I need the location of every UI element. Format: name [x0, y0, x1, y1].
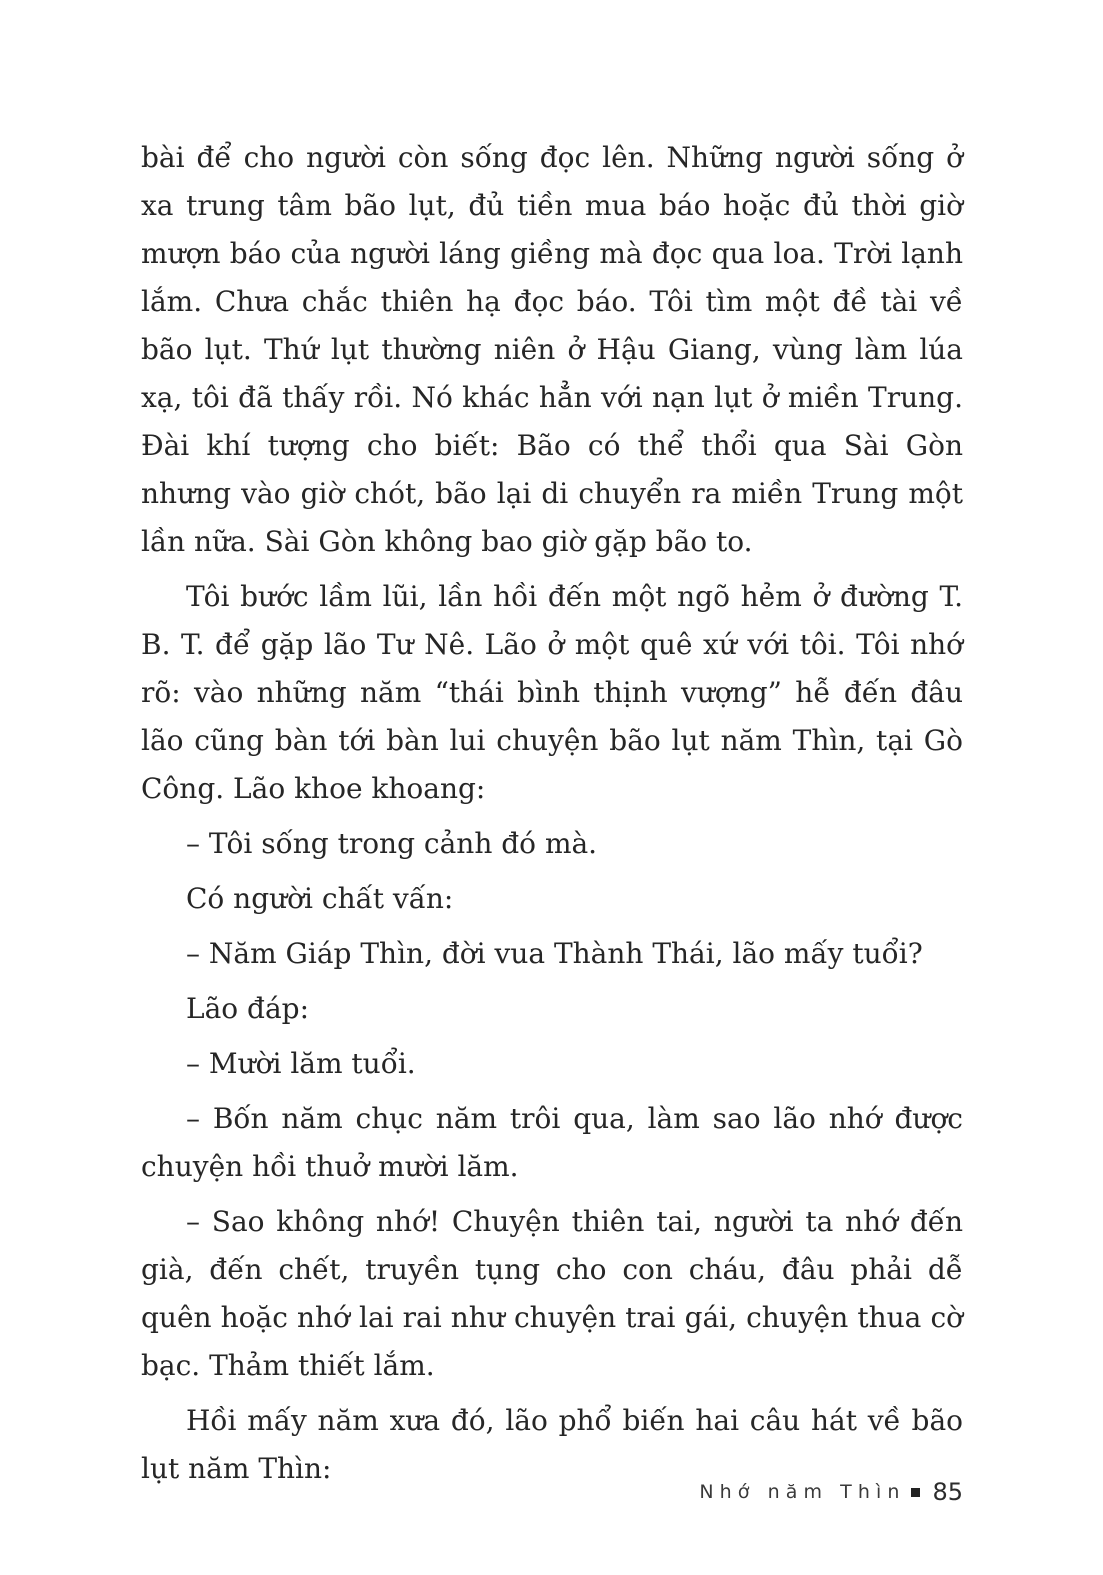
paragraph: – Tôi sống trong cảnh đó mà.	[186, 827, 598, 860]
paragraph: Hồi mấy năm xưa đó, lão phổ biến hai câu hát về bão lụt năm Thìn:	[141, 1404, 963, 1485]
paragraph: – Năm Giáp Thìn, đời vua Thành Thái, lão mấy tuổi?	[186, 937, 923, 970]
paragraph: Tôi bước lầm lũi, lần hồi đến một ngõ hẻm ở đường T. B. T. để gặp lão Tư Nê. Lão ở một quê xứ với tôi. Tôi nhớ rõ: vào những năm “thái bình thịnh vượng” hễ đến đâu lão cũng bàn tới bàn lui chuyện bão lụt năm Thìn, tại Gò Công. Lão khoe khoang:	[141, 580, 963, 805]
paragraph: Lão đáp:	[186, 992, 310, 1025]
footer-page-number: 85	[932, 1478, 963, 1506]
paragraph: bài để cho người còn sống đọc lên. Những người sống ở xa trung tâm bão lụt, đủ tiền mua báo hoặc đủ thời giờ mượn báo của người láng giềng mà đọc qua loa. Trời lạnh lắm. Chưa chắc thiên hạ đọc báo. Tôi tìm một đề tài về bão lụt. Thứ lụt thường niên ở Hậu Giang, vùng làm lúa xạ, tôi đã thấy rồi. Nó khác hẳn với nạn lụt ở miền Trung. Đài khí tượng cho biết: Bão có thể thổi qua Sài Gòn nhưng vào giờ chót, bão lại di chuyển ra miền Trung một lần nữa. Sài Gòn không bao giờ gặp bão to.	[141, 141, 963, 558]
paragraph: – Mười lăm tuổi.	[186, 1047, 416, 1080]
paragraph: Có người chất vấn:	[186, 882, 454, 915]
page-footer	[699, 1478, 963, 1506]
text-block	[141, 134, 963, 1493]
square-bullet-icon	[911, 1488, 920, 1497]
footer-running-title: Nhớ năm Thìn	[699, 1481, 906, 1503]
paragraph: – Bốn năm chục năm trôi qua, làm sao lão nhớ được chuyện hồi thuở mười lăm.	[141, 1102, 963, 1183]
paragraph: – Sao không nhớ! Chuyện thiên tai, người ta nhớ đến già, đến chết, truyền tụng cho con cháu, đâu phải dễ quên hoặc nhớ lai rai như chuyện trai gái, chuyện thua cờ bạc. Thảm thiết lắm.	[141, 1205, 963, 1382]
